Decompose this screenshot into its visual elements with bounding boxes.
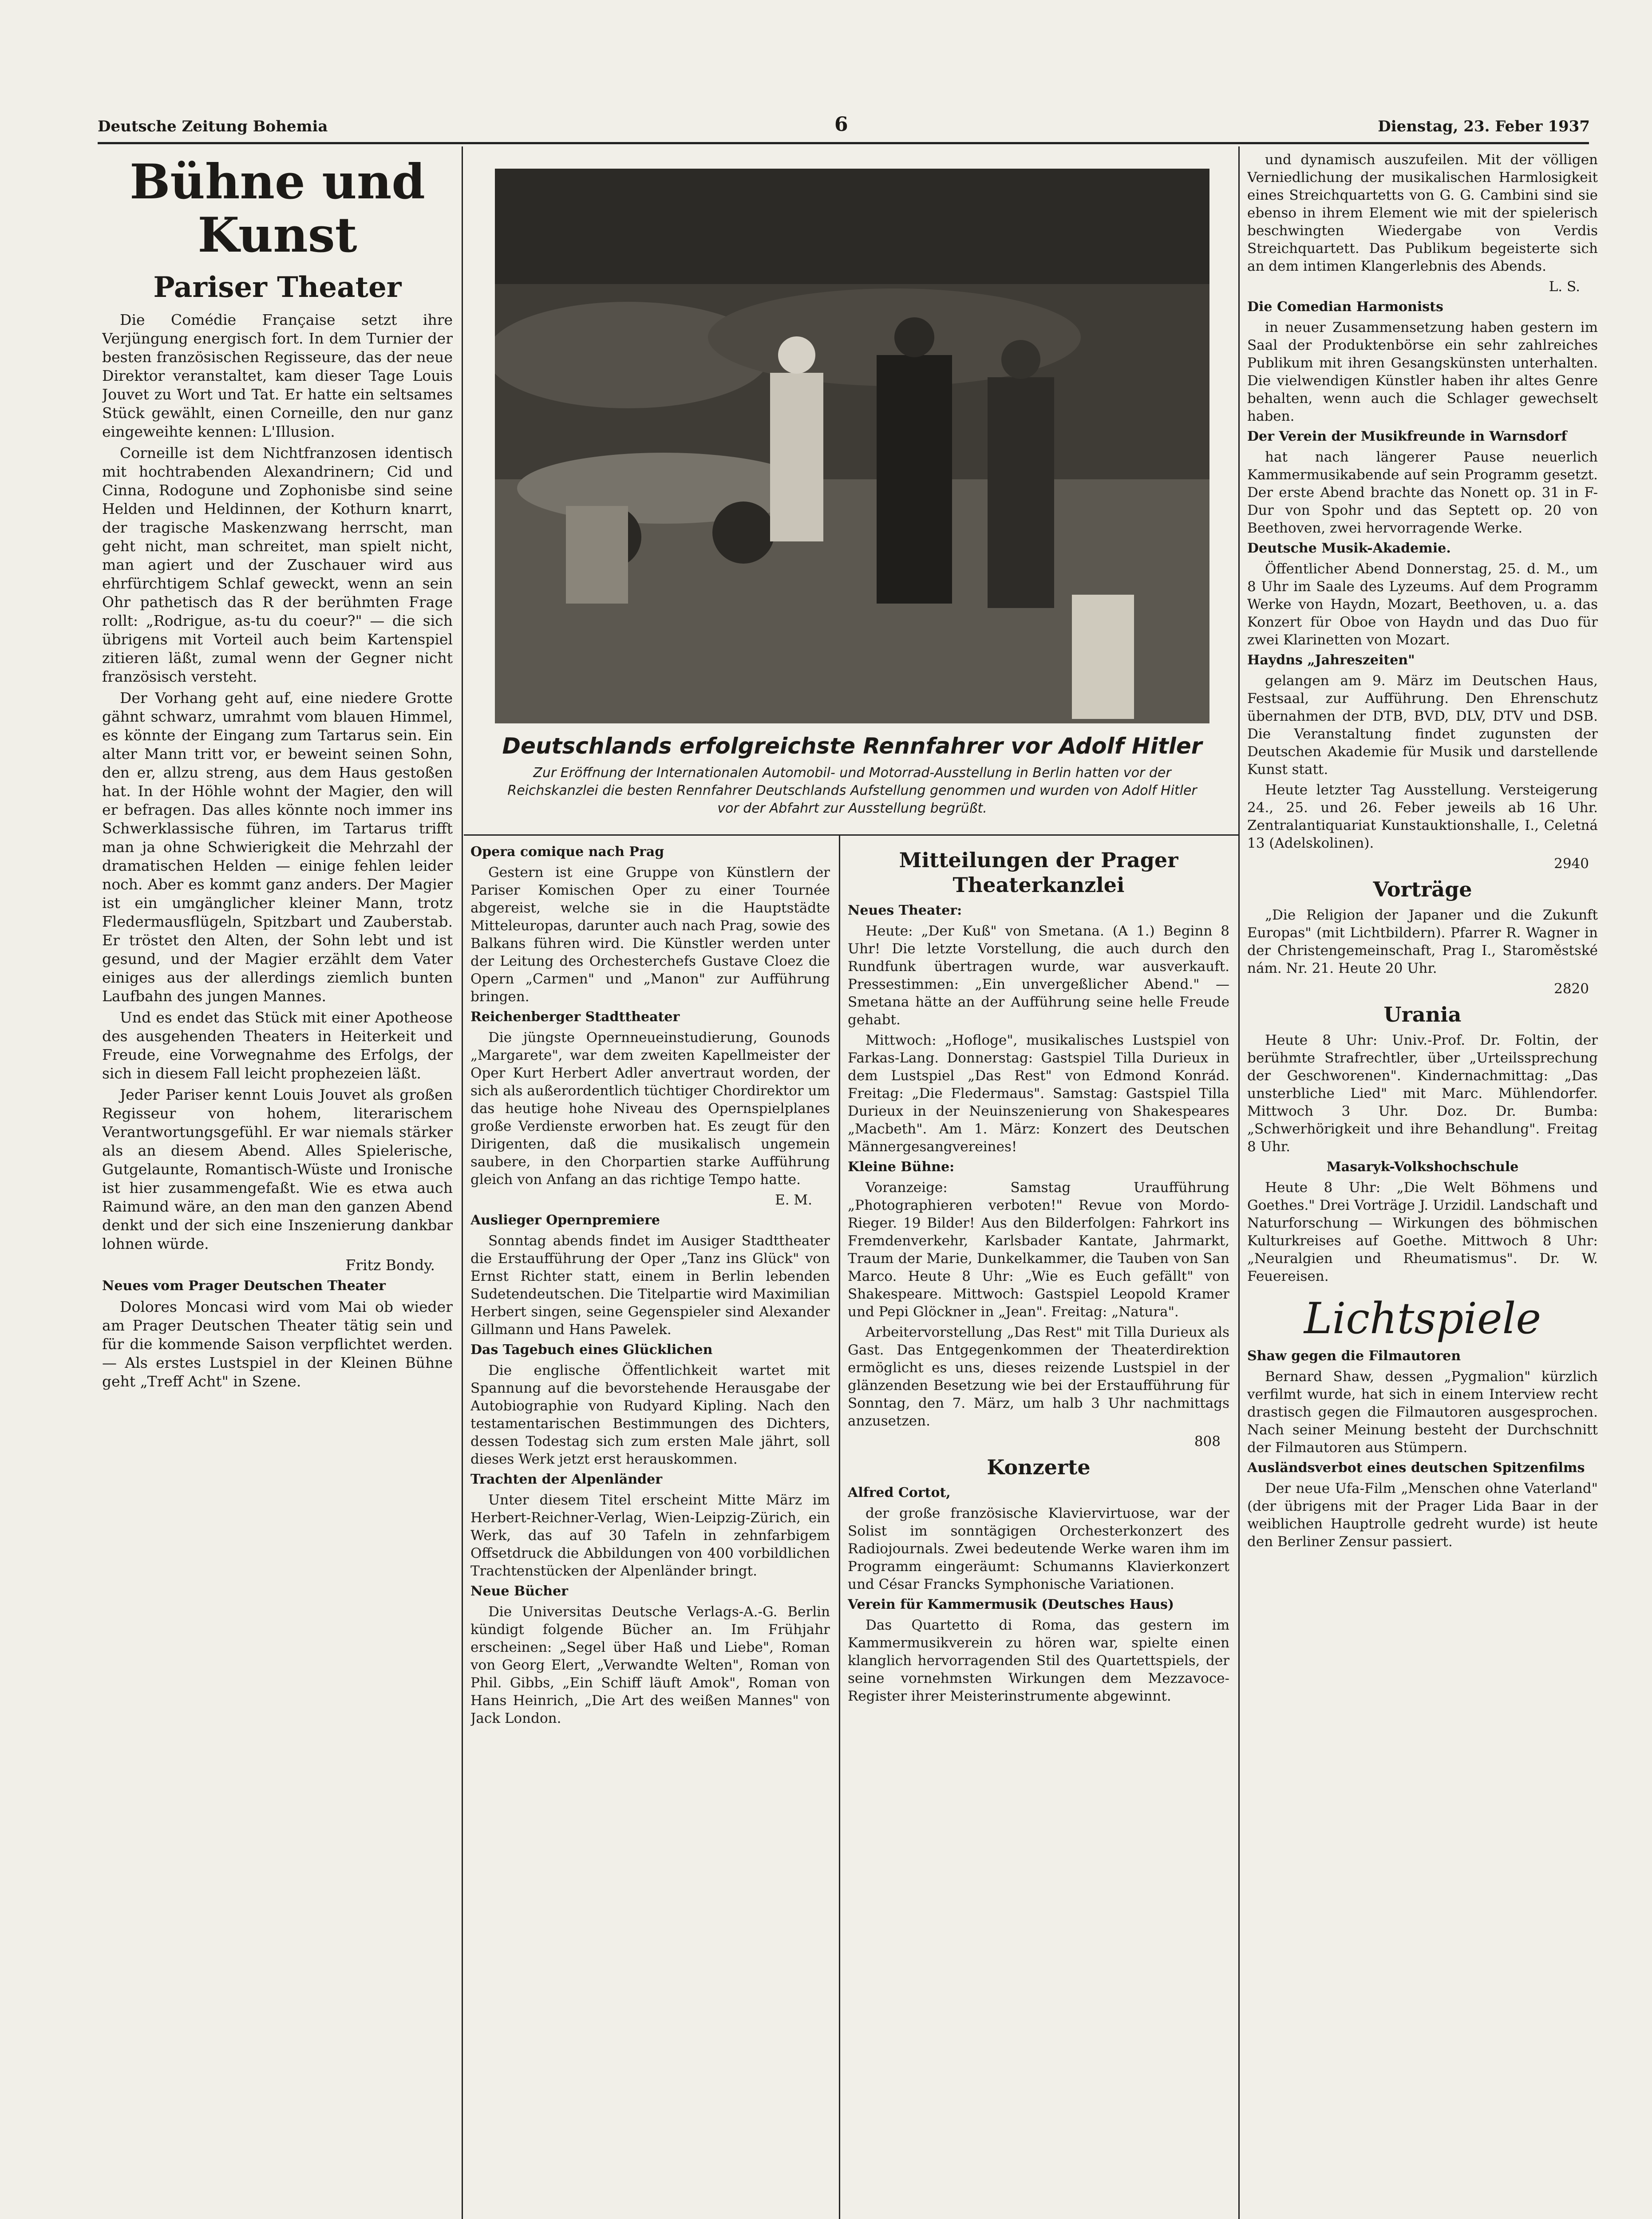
item-text: Bernard Shaw, dessen „Pygmalion" kürzlich verfilmt wurde, hat sich in einem Interview recht drastisch gegen die Filmautoren ausgesprochen. Nach seiner Meinung besteht der Durchschnitt der Filmautoren aus Stümpern. [1247, 1369, 1598, 1456]
column-divider [839, 834, 840, 2219]
photo-caption-text: Zur Eröffnung der Internationalen Automobil- und Motorrad-Ausstellung in Berlin hatten vor der Reichskanzlei die besten Rennfahrer Deutschlands Aufstellung genommen und wurden von Adolf Hitler vor der Abfahrt zur Ausstellung begrüßt. [507, 765, 1197, 816]
paragraph: Mittwoch: „Hofloge", musikalisches Lustspiel von Farkas-Lang. Donnerstag: Gastspiel Tilla Durieux in dem Lustspiel „Das Rest" von Edmond Konrád. Freitag: „Die Fledermaus". Samstag: Gastspiel Tilla Durieux in der Neuinszenierung von Shakespeares „Macbeth". Am 1. März: Konzert des Deutschen Männergesangvereines! [848, 1032, 1229, 1155]
header-rule [98, 142, 1589, 144]
paragraph: Und es endet das Stück mit einer Apotheose des ausgehenden Theaters in Heiterkeit und Freude, eine Vorwegnahme des Erfolgs, der sich in diesem Fall leicht prophezeien läßt. [102, 1009, 453, 1082]
item-title: Reichenberger Stadttheater [470, 1009, 680, 1025]
item-title: Ausländsverbot eines deutschen Spitzenfilms [1247, 1460, 1585, 1476]
ad-number: 2940 [1554, 856, 1589, 872]
item-text: in neuer Zusammensetzung haben gestern im Saal der Produktenbörse ein sehr zahlreiches Publikum mit ihren Gesangskünsten unterhalten. Die vielwendigen Künstler haben ihr altes Genre behalten, wenn auch die Schlager gewechselt haben. [1247, 320, 1598, 424]
photo-bottom-rule [464, 834, 1238, 836]
section-title: Bühne und Kunst [130, 154, 425, 263]
item-title: Shaw gegen die Filmautoren [1247, 1348, 1461, 1364]
photo-caption-title: Deutschlands erfolgreichste Rennfahrer vor Adolf Hitler [502, 733, 1202, 759]
item-title: Das Tagebuch eines Glücklichen [470, 1342, 713, 1358]
column-buehne-und-kunst [102, 151, 453, 2219]
paragraph: Heute letzter Tag Ausstellung. Versteigerung 24., 25. und 26. Feber jeweils ab 16 Uhr. Zentralantiquariat Kunstauktionshalle, I., Celetná 13 (Adelskolinen). [1247, 782, 1598, 851]
paragraph: Der Vorhang geht auf, eine niedere Grotte gähnt schwarz, umrahmt vom blauen Himmel, es könnte der Eingang zum Tartarus sein. Ein alter Mann tritt vor, er beweint seinen Sohn, den er, allzu streng, aus dem Haus gestoßen hat. In der Höhle wohnt der Magier, den will er befragen. Das alles könnte noch immer ins Schwerklassische führen, im Tartarus trifft man ja ohne Schwierigkeit die Mehrzahl der dramatischen Helden — einige fehlen leider noch. Aber es kommt ganz anders. Der Magier ist ein umgänglicher kleiner Mann, trotz Fledermausflügeln, Spitzbart und Zauberstab. Er tröstet den Alten, der Sohn lebt und ist gesund, und der Magier erzählt dem Vater einiges aus der allerdings ziemlich bunten Laufbahn des jungen Mannes. [102, 689, 453, 1005]
item-title: Deutsche Musik-Akademie. [1247, 541, 1451, 556]
theaterkanzlei-title: Mitteilungen der Prager Theaterkanzlei [899, 848, 1178, 897]
news-photo [495, 169, 1209, 723]
paragraph: Heute 8 Uhr: „Die Welt Böhmens und Goethes." Drei Vorträge J. Urzidil. Landschaft und Naturforschung — Wirkungen des böhmischen Kulturkreises auf Goethe. Mittwoch 8 Uhr: „Neuralgien und Rheumatismus". Dr. W. Feuereisen. [1247, 1180, 1598, 1284]
paragraph: Dolores Moncasi wird vom Mai ob wieder am Prager Deutschen Theater tätig sein und für die kommende Saison verpflichtet werden. — Als erstes Lustspiel in der Kleinen Bühne geht „Treff Acht" in Szene. [102, 1298, 453, 1390]
item-title: Haydns „Jahreszeiten" [1247, 652, 1415, 668]
item-text: Die Universitas Deutsche Verlags-A.-G. Berlin kündigt folgende Bücher an. Im Frühjahr erscheinen: „Segel über Haß und Liebe", Roman von Georg Elert, „Verwandte Welten", Roman von Phil. Gibbs, „Ein Schiff läuft Amok", Roman von Hans Heinrich, „Die Art des weißen Mannes" von Jack London. [470, 1604, 830, 1726]
signature: L. S. [1549, 279, 1580, 295]
item-title: Verein für Kammermusik (Deutsches Haus) [848, 1597, 1174, 1612]
paragraph: Heute: „Der Kuß" von Smetana. (A 1.) Beginn 8 Uhr! Die letzte Vorstellung, die auch durch den Rundfunk übertragen wurde, war ausverkauft. Pressestimmen: „Ein unvergeßlicher Abend." — Smetana hätte an der Aufführung seine helle Freude gehabt. [848, 923, 1229, 1028]
item-title: Trachten der Alpenländer [470, 1472, 663, 1487]
column-divider [462, 146, 463, 2219]
ad-number: 808 [1194, 1433, 1221, 1449]
column-music-and-film [1247, 151, 1598, 2219]
item-text: Die jüngste Opernneueinstudierung, Gounods „Margarete", war dem zweiten Kapellmeister der Oper Kurt Herbert Adler anvertraut worden, der sich als außerordentlich tüchtiger Chordirektor um das heutige hohe Niveau des Opernspielplanes große Verdienste erworben hat. Es zeugt für den Dirigenten, daß die musikalisch ungemein saubere, in den Chorpartien starke Aufführung gleich von Anfang an das richtige Tempo hatte. [470, 1030, 830, 1188]
vortraege-title: Vorträge [1373, 877, 1472, 901]
item-title: Auslieger Opernpremiere [470, 1212, 660, 1228]
paragraph: Heute 8 Uhr: Univ.-Prof. Dr. Foltin, der berühmte Strafrechtler, über „Urteilssprechung der Geschworenen". Kindernachmittag: „Das unsterbliche Lied" mit Marc. Mühlendorfer. Mittwoch 3 Uhr. Doz. Dr. Bumba: „Schwerhörigkeit und ihre Behandlung". Freitag 8 Uhr. [1247, 1032, 1598, 1155]
masaryk-title: Masaryk-Volkshochschule [1326, 1159, 1519, 1175]
newspaper-name: Deutsche Zeitung Bohemia [98, 118, 328, 135]
lichtspiele-title: Lichtspiele [1304, 1294, 1541, 1343]
item-title: Alfred Cortot, [848, 1485, 951, 1500]
photo-illustration [495, 169, 1209, 723]
paragraph: und dynamisch auszufeilen. Mit der völligen Verniedlichung der musikalischen Harmlosigkeit eines Streichquartetts von G. G. Cambini sind sie ebenso in ihrem Element wie mit der spielerisch beschwingten Wiedergabe von Verdis Streichquartett. Das Publikum begeisterte sich an dem intimen Klangerlebnis des Abends. [1247, 152, 1598, 274]
column-theaterkanzlei [848, 843, 1229, 2219]
item-text: Sonntag abends findet im Ausiger Stadttheater die Erstaufführung der Oper „Tanz ins Glück" von Ernst Richter statt, einem in Berlin lebenden Sudetendeutschen. Die Titelpartie wird Maximilian Herbert singen, seine Gegenspieler sind Alexander Gillmann und Hans Pawelek. [470, 1233, 830, 1338]
signature: E. M. [775, 1192, 812, 1208]
item-title: Der Verein der Musikfreunde in Warnsdorf [1247, 429, 1567, 444]
subheading: Neues Theater: [848, 903, 962, 918]
item-text: gelangen am 9. März im Deutschen Haus, Festsaal, zur Aufführung. Den Ehrenschutz übernahmen der DTB, BVD, DLV, DTV und DSB. Die Veranstaltung findet zugunsten der Deutschen Akademie für Musik und darstellende Kunst statt. [1247, 673, 1598, 778]
item-title: Opera comique nach Prag [470, 844, 664, 860]
column-divider [1238, 146, 1240, 2219]
photo-block [470, 164, 1234, 825]
item-text: Die englische Öffentlichkeit wartet mit Spannung auf die bevorstehende Herausgabe der Autobiographie von Rudyard Kipling. Nach den testamentarischen Bestimmungen des Dichters, dessen Todestag sich zum ersten Male jährt, soll dieses Werk jetzt erst herauskommen. [470, 1362, 830, 1467]
running-head [98, 113, 1590, 140]
item-text: Öffentlicher Abend Donnerstag, 25. d. M., um 8 Uhr im Saale des Lyzeums. Auf dem Programm Werke von Haydn, Mozart, Beethoven, u. a. das Konzert für Oboe von Haydn und das Duo für zwei Klarinetten von Mozart. [1247, 561, 1598, 648]
paragraph: Corneille ist dem Nichtfranzosen identisch mit hochtrabenden Alexandrinern; Cid und Cinna, Rodogune und Zophonisbe sind seine Helden und Heldinnen, der Kothurn knarrt, der tragische Maskenzwang herrscht, man geht nicht, man schreitet, man spielt nicht, man agiert und der Zuschauer wird aus ehrfürchtigem Schlaf geweckt, wenn an sein Ohr pathetisch das R der berühmten Frage rollt: „Rodrigue, as-tu du coeur?" — die sich übrigens mit Vorteil auch beim Kartenspiel zitieren läßt, zumal wenn der Gegner nicht französisch versteht. [102, 444, 453, 685]
column-theater-news [470, 843, 830, 2219]
ad-number: 2820 [1554, 981, 1589, 997]
konzerte-title: Konzerte [987, 1455, 1091, 1479]
item-title: Die Comedian Harmonists [1247, 299, 1443, 315]
paragraph: Jeder Pariser kennt Louis Jouvet als großen Regisseur von hohem, literarischem Verantwortungsgefühl. Er war niemals stärker als an diesem Abend. Alles Spielerische, Gutgelaunte, Romantisch-Wüste und Ironische ist hier zusammengefaßt. Wie es etwa auch Raimund wäre, an den man den ganzen Abend denkt und der sich eine Inszenierung dankbar lohnen würde. [102, 1086, 453, 1252]
subheading: Kleine Bühne: [848, 1159, 955, 1175]
signature: Fritz Bondy. [345, 1256, 435, 1274]
page-number: 6 [834, 113, 848, 136]
urania-title: Urania [1383, 1003, 1462, 1027]
paragraph: Die Comédie Française setzt ihre Verjüngung energisch fort. In dem Turnier der besten französischen Regisseure, das der neue Direktor veranstaltet, kam dieser Tage Louis Jouvet zu Wort und Tat. Er hatte ein seltsames Stück gewählt, einen Corneille, den nur ganz eingeweihte kennen: L'Illusion. [102, 311, 453, 440]
item-title: Neue Bücher [470, 1583, 568, 1599]
item-text: Das Quartetto di Roma, das gestern im Kammermusikverein zu hören war, spielte einen klanglich hervorragenden Stil des Quartettspiels, der seine vornehmsten Wirkungen dem Mezzavoce-Register ihrer Meisterinstrumente abgewinnt. [848, 1617, 1229, 1704]
paragraph: Arbeitervorstellung „Das Rest" mit Tilla Durieux als Gast. Das Entgegenkommen der Theaterdirektion ermöglicht es uns, dieses reizende Lustspiel in der glänzenden Besetzung wie bei der Erstaufführung für Sonntag, den 7. März, um halb 3 Uhr nachmittags anzusetzen. [848, 1324, 1229, 1429]
item-text: der große französische Klaviervirtuose, war der Solist im sonntägigen Orchesterkonzert des Radiojournals. Zwei bedeutende Werke waren ihm im Programm eingeräumt: Schumanns Klavierkonzert und César Francks Symphonische Variationen. [848, 1505, 1229, 1592]
item-text: Unter diesem Titel erscheint Mitte März im Herbert-Reichner-Verlag, Wien-Leipzig-Zürich, ein Werk, das auf 30 Tafeln in zehnfarbigem Offsetdruck die Abbildungen von 400 vorbildlichen Trachtenstücken der Alpenländer bringt. [470, 1492, 830, 1579]
paragraph: Voranzeige: Samstag Uraufführung „Photographieren verboten!" Revue von Mordo-Rieger. 19 Bilder! Aus den Bilderfolgen: Fahrkort ins Fremdenverkehr, Karlsbader Kantate, Jahrmarkt, Traum der Marie, Dunkelkammer, die Tauben von San Marco. Heute 8 Uhr: „Wie es Euch gefällt" von Shakespeare. Mittwoch: Gastspiel Leopold Kramer und Pepi Glöckner in „Jean". Freitag: „Natura". [848, 1180, 1229, 1320]
article-title: Pariser Theater [153, 271, 402, 304]
issue-date: Dienstag, 23. Feber 1937 [1378, 118, 1590, 135]
paragraph: „Die Religion der Japaner und die Zukunft Europas" (mit Lichtbildern). Pfarrer R. Wagner in der Christengemeinschaft, Prag I., Staroměstské nám. Nr. 21. Heute 20 Uhr. [1247, 907, 1598, 976]
news-title: Neues vom Prager Deutschen Theater [102, 1278, 386, 1294]
item-text: Gestern ist eine Gruppe von Künstlern der Pariser Komischen Oper zu einer Tournée abgereist, welche sie in die Hauptstädte Mitteleuropas, darunter auch nach Prag, sowie des Balkans führen wird. Die Künstler werden unter der Leitung des Orchesterchefs Gustave Cloez die Opern „Carmen" und „Manon" zur Aufführung bringen. [470, 865, 830, 1005]
item-text: Der neue Ufa-Film „Menschen ohne Vaterland" (der übrigens mit der Prager Lida Baar in der weiblichen Hauptrolle gedreht wurde) ist heute den Berliner Zensur passiert. [1247, 1481, 1598, 1550]
item-text: hat nach längerer Pause neuerlich Kammermusikabende auf sein Programm gesetzt. Der erste Abend brachte das Nonett op. 31 in F-Dur von Spohr und das Septett op. 20 von Beethoven, zwei hervorragende Werke. [1247, 449, 1598, 536]
